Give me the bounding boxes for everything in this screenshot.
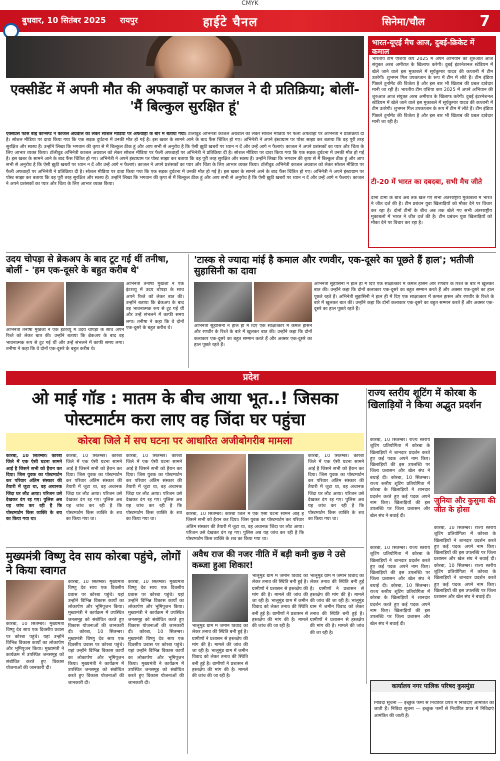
cm-story-photo	[6, 580, 64, 620]
top-story-lead: एक्सप्रेस फोर्स बाई कॉन्सेप्ट ने काजल अग्रवाल को लेकर सोशल मीडिया पर अफवाहों के बारे में बताया गया।	[6, 132, 187, 137]
shooting-story-paragraph-repeat: कोरबा, 10 सितम्बर। राज्य स्तरीय शूटिंग प्रतियोगिता में कोरबा के खिलाड़ियों ने शानदार प्रदर्शन करते हुए कई पदक अपने नाम किए। खिलाड़ियों की इस उपलब्धि पर जिला प्रशासन और खेल संघ ने बधाई दी।	[370, 475, 430, 519]
main-story-photo-b	[248, 454, 304, 510]
tender-notice-box	[370, 680, 496, 754]
top-story-photo	[6, 36, 364, 84]
masthead	[0, 10, 500, 32]
cm-story-col3-text-repeat: कोरबा, 10 सितम्बर। मुख्यमंत्री विष्णु देव साय एक दिवसीय प्रवास पर कोरबा पहुंचे। यहां उन्होंने विभिन्न विकास कार्यों का लोकार्पण और भूमिपूजन किया। मुख्यमंत्री ने कार्यक्रम में उपस्थित जनसमूह को संबोधित करते हुए विकास योजनाओं की जानकारी दी।	[128, 630, 184, 686]
sports-headline: भारत-यूएई मैच आज, दुबई-क्रिकेट में कमाल	[369, 37, 495, 55]
crime-story-col2	[252, 574, 308, 754]
sports-sub-paragraph: दोनों टीमों के बीच अब तक खेले गए सभी अंतरराष्ट्रीय मुकाबलों में भारत ने जीत दर्ज की है। टीम प्रबंधन युवा खिलाड़ियों को मौका देने पर विचार कर रहा है।	[371, 196, 492, 214]
crime-story-col3-text: भालूमुंड ग्राम में जमीन विवाद को लेकर तनाव की स्थिति बनी हुई है। ग्रामीणों ने प्रशासन से हस्तक्षेप की मांग की है। मामले की जांच की जा रही है।	[310, 574, 364, 605]
story1-side-paragraph: अभिनेत्री तनीषा मुखर्जी ने एक इंटरव्यू में उदय चोपड़ा के साथ अपने रिश्ते को लेकर बात की। उन्होंने बताया कि ब्रेकअप के बाद वह भावनात्मक रूप से टूट गई थीं और उन्हें संभलने में काफी समय लगा। तनीषा ने कहा कि वे दोनों एक-दूसरे के बहुत करीब थे।	[126, 282, 184, 332]
tender-notice-text: निविदा सूचना — इच्छुक फर्मों से निर्धारित प्रपत्र में निविदाएं आमंत्रित की जाती हैं।	[374, 701, 494, 713]
photo-portrait	[154, 36, 234, 84]
sports-subheadline: टी-20 में भारत का दबदबा, सभी मैच जीते	[371, 178, 483, 186]
cm-story-col3	[128, 580, 184, 754]
shooting-story-paragraph-3: कोरबा, 10 सितम्बर। राज्य स्तरीय शूटिंग प्रतियोगिता में कोरबा के खिलाड़ियों ने शानदार प्रदर्शन करते हुए कई पदक अपने नाम किए। खिलाड़ियों की इस उपलब्धि पर जिला प्रशासन और खेल संघ ने बधाई दी।	[370, 583, 430, 627]
issue-date: बुधवार, 10 सितंबर 2025	[22, 16, 106, 25]
band-divider	[6, 252, 496, 253]
story2-body-lower	[194, 324, 312, 370]
main-story-col2	[66, 454, 122, 544]
sports-sub-paragraph-repeat: दोनों टीमों के बीच अब तक खेले गए सभी अंतरराष्ट्रीय मुकाबलों में भारत ने जीत दर्ज की है। टीम प्रबंधन युवा खिलाड़ियों को मौका देने पर विचार कर रहा है।	[371, 208, 492, 227]
main-story-col1	[6, 454, 62, 544]
crime-story-col1-text-repeat: भालूमुंड ग्राम में जमीन विवाद को लेकर तनाव की स्थिति बनी हुई है। ग्रामीणों ने प्रशासन से हस्तक्षेप की मांग की है। मामले की जांच की जा रही है।	[192, 649, 248, 680]
section-name: सिनेमा/चौल	[382, 17, 425, 28]
shooting-story-headline: राज्य स्तरीय शूटिंग में कोरबा के खिलाड़ियों ने किया अद्भुत प्रदर्शन	[368, 388, 482, 411]
column-divider	[188, 254, 189, 368]
tender-notice-title: कार्यालय नगर पालिक परिषद कुसमुंडा	[371, 681, 495, 692]
sports-body	[372, 57, 493, 175]
tender-notice-text-repeat: निविदा सूचना — इच्छुक फर्मों से निर्धारित प्रपत्र में निविदाएं आमंत्रित की जाती हैं।	[374, 707, 494, 719]
story2-headline: 'टास्क से ज्यादा मांई है कमाल और रणवीर, एक-दूसरे का पूछते हैं हाल'; भतीजी सुहासिनी का दावा	[194, 255, 474, 277]
crime-story-col3-text-repeat: भालूमुंड ग्राम में जमीन विवाद को लेकर तनाव की स्थिति बनी हुई है। ग्रामीणों ने प्रशासन से हस्तक्षेप की मांग की है। मामले की जांच की जा रही है।	[310, 599, 364, 636]
cm-story-headline: मुख्यमंत्री विष्णु देव साय कोरबा पहुंचे, लोगों ने किया स्वागत	[6, 550, 181, 577]
story1-body	[6, 328, 124, 370]
main-story-col5	[308, 454, 364, 544]
story1-photo-b	[66, 282, 124, 326]
crime-story-col1-text: भालूमुंड ग्राम में जमीन विवाद को लेकर तनाव की स्थिति बनी हुई है। ग्रामीणों ने प्रशासन से हस्तक्षेप की मांग की है। मामले की जांच की जा रही है।	[192, 624, 248, 655]
side-story-paragraph-repeat: कोरबा, 10 सितम्बर। राज्य स्तरीय शूटिंग प्रतियोगिता में कोरबा के खिलाड़ियों ने शानदार प्रदर्शन करते हुए कई पदक अपने नाम किए। खिलाड़ियों की इस उपलब्धि पर जिला प्रशासन और खेल संघ ने बधाई दी।	[434, 563, 496, 601]
sports-paragraph: भारतीय टीम एशिया कप 2025 में अपने अभियान की शुरुआत आज संयुक्त अरब अमीरात के खिलाफ करेगी। दुबई इंटरनेशनल स्टेडियम में खेले जाने वाले इस मुकाबले में सूर्यकुमार यादव की कप्तानी में टीम उतरेगी। शुभमन गिल उपकप्तान के रूप में टीम में लौटे हैं। टीम इंडिया पिछले टूर्नामेंट की विजेता है और इस बार भी खिताब की प्रबल दावेदार मानी जा रही है।	[372, 57, 493, 94]
cm-story-col2	[68, 580, 124, 754]
shooting-story-paragraph-2: कोरबा, 10 सितम्बर। राज्य स्तरीय शूटिंग प्रतियोगिता में कोरबा के खिलाड़ियों ने शानदार प्रदर्शन करते हुए कई पदक अपने नाम किए। खिलाड़ियों की इस उपलब्धि पर जिला प्रशासन और खेल संघ ने बधाई दी।	[370, 546, 430, 589]
shooting-story-headline-box	[368, 388, 496, 436]
cm-story-col2-text: कोरबा, 10 सितम्बर। मुख्यमंत्री विष्णु देव साय एक दिवसीय प्रवास पर कोरबा पहुंचे। यहां उन्होंने विभिन्न विकास कार्यों का लोकार्पण और भूमिपूजन किया। मुख्यमंत्री ने कार्यक्रम में उपस्थित जनसमूह को संबोधित करते हुए विकास योजनाओं की जानकारी दी।	[68, 580, 124, 636]
main-story-col4-text: कोरबा, 10 सितम्बर। कोरबा जिले में एक ऐसी घटना सामने आई है जिसने सभी को हैरान कर दिया। जिस युवक का पोस्टमार्टम कर परिवार अंतिम संस्कार की तैयारी में जुटा था, वह अचानक जिंदा घर लौट आया। परिजन उसे देखकर दंग रह गए। पुलिस अब यह जांच कर रही है कि पोस्टमार्टम किस व्यक्ति के शव का किया गया था।	[186, 512, 304, 543]
crime-story-col1	[192, 624, 248, 754]
story1-photo-a	[6, 282, 64, 326]
edition-city: रायपुर	[120, 16, 138, 25]
cm-story-col1	[6, 622, 64, 754]
crime-story-photo	[192, 574, 248, 622]
main-story-col3-text: कोरबा, 10 सितम्बर। कोरबा जिले में एक ऐसी घटना सामने आई है जिसने सभी को हैरान कर दिया। जिस युवक का पोस्टमार्टम कर परिवार अंतिम संस्कार की तैयारी में जुटा था, वह अचानक जिंदा घर लौट आया। परिजन उसे देखकर दंग रह गए। पुलिस अब यह जांच कर रही है कि पोस्टमार्टम किस व्यक्ति के शव का किया गया था।	[126, 454, 182, 522]
shooting-story-paragraph: कोरबा, 10 सितम्बर। राज्य स्तरीय शूटिंग प्रतियोगिता में कोरबा के खिलाड़ियों ने शानदार प्रदर्शन करते हुए कई पदक अपने नाम किए। खिलाड़ियों की इस उपलब्धि पर जिला प्रशासन और खेल संघ ने बधाई दी।	[370, 438, 430, 481]
main-story-col5-text: कोरबा, 10 सितम्बर। कोरबा जिले में एक ऐसी घटना सामने आई है जिसने सभी को हैरान कर दिया। जिस युवक का पोस्टमार्टम कर परिवार अंतिम संस्कार की तैयारी में जुटा था, वह अचानक जिंदा घर लौट आया। परिजन उसे देखकर दंग रह गए। पुलिस अब यह जांच कर रही है कि पोस्टमार्टम किस व्यक्ति के शव का किया गया था।	[308, 454, 364, 522]
tender-notice-body	[374, 701, 494, 751]
crime-story-headline: अवैध राज की नजर नीति में बड़ी कमी कुछ ने उसे कब्जा हुआ शिकार!	[192, 550, 346, 571]
story2-photo-a	[194, 282, 252, 322]
story1-side-text	[126, 282, 184, 370]
top-story-paragraph-repeat: टॉलीवुड अभिनेत्री काजल अग्रवाल को लेकर सोशल मीडिया पर फैली अफवाहों पर अभिनेत्री ने प्रतिक्रिया दी है। सोशल मीडिया पर दावा किया गया कि एक सड़क दुर्घटना में उनकी मौत हो गई है। इस खबर के सामने आने के बाद फैंस चिंतित हो गए। अभिनेत्री ने अपने इंस्टाग्राम पर पोस्ट साझा कर बताया कि वह पूरी तरह सुरक्षित और स्वस्थ हैं। उन्होंने लिखा कि भगवान की कृपा से मैं बिल्कुल ठीक हूं और आप सभी से अनुरोध है कि ऐसी झूठी खबरों पर ध्यान न दें और उन्हें आगे न फैलाएं। काजल ने अपने प्रशंसकों का प्यार और चिंता के लिए आभार व्यक्त किया।	[6, 150, 364, 169]
main-story-col2-text: कोरबा, 10 सितम्बर। कोरबा जिले में एक ऐसी घटना सामने आई है जिसने सभी को हैरान कर दिया। जिस युवक का पोस्टमार्टम कर परिवार अंतिम संस्कार की तैयारी में जुटा था, वह अचानक जिंदा घर लौट आया। परिजन उसे देखकर दंग रह गए। पुलिस अब यह जांच कर रही है कि पोस्टमार्टम किस व्यक्ति के शव का किया गया था।	[66, 454, 122, 522]
story2-photo-b	[254, 282, 312, 322]
print-registration-label: CMYK	[241, 0, 259, 7]
cm-story-col1-text: कोरबा, 10 सितम्बर। मुख्यमंत्री विष्णु देव साय एक दिवसीय प्रवास पर कोरबा पहुंचे। यहां उन्होंने विभिन्न विकास कार्यों का लोकार्पण और भूमिपूजन किया। मुख्यमंत्री ने कार्यक्रम में उपस्थित जनसमूह को संबोधित करते हुए विकास योजनाओं की जानकारी दी।	[6, 622, 64, 672]
top-story-headline: एक्सीडेंट में अपनी मौत की अफवाहों पर काजल ने दी प्रतिक्रिया; बोलीं- 'मैं बिल्कुल सुरक्षित हूं'	[10, 82, 360, 115]
top-story-paragraph: टॉलीवुड अभिनेत्री काजल अग्रवाल को लेकर सोशल मीडिया पर फैली अफवाहों पर अभिनेत्री ने प्रतिक्रिया दी है। सोशल मीडिया पर दावा किया गया कि एक सड़क दुर्घटना में उनकी मौत हो गई है। इस खबर के सामने आने के बाद फैंस चिंतित हो गए। अभिनेत्री ने अपने इंस्टाग्राम पर पोस्ट साझा कर बताया कि वह पूरी तरह सुरक्षित और स्वस्थ हैं। उन्होंने लिखा कि भगवान की कृपा से मैं बिल्कुल ठीक हूं और आप सभी से अनुरोध है कि ऐसी झूठी खबरों पर ध्यान न दें और उन्हें आगे न फैलाएं। काजल ने अपने प्रशंसकों का प्यार और चिंता के लिए आभार व्यक्त किया।	[6, 132, 364, 156]
main-story-subheadline: कोरबा जिले में सच घटना पर आधारित अजीबोगरीब मामला	[6, 433, 364, 451]
cm-story-col3-text: कोरबा, 10 सितम्बर। मुख्यमंत्री विष्णु देव साय एक दिवसीय प्रवास पर कोरबा पहुंचे। यहां उन्होंने विभिन्न विकास कार्यों का लोकार्पण और भूमिपूजन किया। मुख्यमंत्री ने कार्यक्रम में उपस्थित जनसमूह को संबोधित करते हुए विकास योजनाओं की जानकारी दी।	[128, 580, 184, 636]
crime-story-col3	[310, 574, 364, 754]
right-column-divider	[366, 388, 367, 684]
sports-substory	[368, 176, 496, 250]
main-story-col1-text: कोरबा, 10 सितम्बर। कोरबा जिले में एक ऐसी घटना सामने आई है जिसने सभी को हैरान कर दिया। जिस युवक का पोस्टमार्टम कर परिवार अंतिम संस्कार की तैयारी में जुटा था, वह अचानक जिंदा घर लौट आया। परिजन उसे देखकर दंग रह गए। पुलिस अब यह जांच कर रही है कि पोस्टमार्टम किस व्यक्ति के शव का किया गया था।	[6, 454, 62, 522]
cm-story-col2-text-repeat: कोरबा, 10 सितम्बर। मुख्यमंत्री विष्णु देव साय एक दिवसीय प्रवास पर कोरबा पहुंचे। यहां उन्होंने विभिन्न विकास कार्यों का लोकार्पण और भूमिपूजन किया। मुख्यमंत्री ने कार्यक्रम में उपस्थित जनसमूह को संबोधित करते हुए विकास योजनाओं की जानकारी दी।	[68, 630, 124, 686]
shooting-story-body-2	[370, 546, 430, 676]
crime-story-col2-text: भालूमुंड ग्राम में जमीन विवाद को लेकर तनाव की स्थिति बनी हुई है। ग्रामीणों ने प्रशासन से हस्तक्षेप की मांग की है। मामले की जांच की जा रही है।	[252, 574, 308, 605]
main-story-col4	[186, 512, 304, 544]
entertainment-band	[6, 252, 496, 370]
shooting-story-body	[370, 438, 430, 544]
story2-paragraph: अभिनेत्री सुहासिनी ने हाल ही में दिए एक साक्षात्कार में कमल हासन और रणवीर के रिश्ते के बारे में खुलकर बात की। उन्होंने कहा कि दोनों कलाकार एक-दूसरे का बहुत सम्मान करते हैं और अक्सर एक-दूसरे का हाल पूछते रहते हैं।	[314, 282, 494, 300]
page-number: 7	[479, 12, 490, 30]
side-story-headline: जुनिया और कुसुमा की जीत के होसा	[434, 496, 496, 514]
top-story-paragraph-repeat-2: टॉलीवुड अभिनेत्री काजल अग्रवाल को लेकर सोशल मीडिया पर फैली अफवाहों पर अभिनेत्री ने प्रतिक्रिया दी है। सोशल मीडिया पर दावा किया गया कि एक सड़क दुर्घटना में उनकी मौत हो गई है। इस खबर के सामने आने के बाद फैंस चिंतित हो गए। अभिनेत्री ने अपने इंस्टाग्राम पर पोस्ट साझा कर बताया कि वह पूरी तरह सुरक्षित और स्वस्थ हैं। उन्होंने लिखा कि भगवान की कृपा से मैं बिल्कुल ठीक हूं और आप सभी से अनुरोध है कि ऐसी झूठी खबरों पर ध्यान न दें और उन्हें आगे न फैलाएं। काजल ने अपने प्रशंसकों का प्यार और चिंता के लिए आभार व्यक्त किया।	[6, 163, 364, 188]
sports-sub-body	[371, 196, 492, 248]
top-story-text	[6, 132, 364, 250]
main-story-photo-a	[186, 454, 246, 510]
story2-lower-paragraph: अभिनेत्री सुहासिनी ने हाल ही में दिए एक साक्षात्कार में कमल हासन और रणवीर के रिश्ते के बारे में खुलकर बात की। उन्होंने कहा कि दोनों कलाकार एक-दूसरे का बहुत सम्मान करते हैं और अक्सर एक-दूसरे का हाल पूछते रहते हैं।	[194, 324, 312, 348]
story2-paragraph-repeat: अभिनेत्री सुहासिनी ने हाल ही में दिए एक साक्षात्कार में कमल हासन और रणवीर के रिश्ते के बारे में खुलकर बात की। उन्होंने कहा कि दोनों कलाकार एक-दूसरे का बहुत सम्मान करते हैं और अक्सर एक-दूसरे का हाल पूछते रहते हैं।	[314, 294, 494, 313]
sports-paragraph-repeat: भारतीय टीम एशिया कप 2025 में अपने अभियान की शुरुआत आज संयुक्त अरब अमीरात के खिलाफ करेगी। दुबई इंटरनेशनल स्टेडियम में खेले जाने वाले इस मुकाबले में सूर्यकुमार यादव की कप्तानी में टीम उतरेगी। शुभमन गिल उपकप्तान के रूप में टीम में लौटे हैं। टीम इंडिया पिछले टूर्नामेंट की विजेता है और इस बार भी खिताब की प्रबल दावेदार मानी जा रही है।	[372, 88, 493, 125]
main-story-headline: ओ माई गॉड : मातम के बीच आया भूत..! जिसका पोस्टमार्टम करा लाए वह जिंदा घर पहुंचा	[31, 389, 339, 429]
brand-title: हाईटे चैनल	[203, 15, 259, 29]
shooting-story-photo	[434, 438, 496, 494]
story2-body	[314, 282, 494, 370]
crime-story-col2-text-repeat: भालूमुंड ग्राम में जमीन विवाद को लेकर तनाव की स्थिति बनी हुई है। ग्रामीणों ने प्रशासन से हस्तक्षेप की मांग की है। मामले की जांच की जा रही है।	[252, 599, 308, 630]
top-story-headline-box	[6, 78, 364, 132]
side-story-body	[434, 526, 496, 676]
section-strip: प्रदेश	[6, 371, 496, 385]
cm-story-divider	[6, 547, 364, 548]
story1-paragraph: अभिनेत्री तनीषा मुखर्जी ने एक इंटरव्यू में उदय चोपड़ा के साथ अपने रिश्ते को लेकर बात की। उन्होंने बताया कि ब्रेकअप के बाद वह भावनात्मक रूप से टूट गई थीं और उन्हें संभलने में काफी समय लगा। तनीषा ने कहा कि वे दोनों एक-दूसरे के बहुत करीब थे।	[6, 328, 124, 352]
story1-headline: उदय चोपड़ा से ब्रेकअप के बाद टूट गई थीं तनीषा, बोलीं - 'हम एक-दूसरे के बहुत करीब थे'	[6, 255, 169, 276]
side-story-paragraph: कोरबा, 10 सितम्बर। राज्य स्तरीय शूटिंग प्रतियोगिता में कोरबा के खिलाड़ियों ने शानदार प्रदर्शन करते हुए कई पदक अपने नाम किए। खिलाड़ियों की इस उपलब्धि पर जिला प्रशासन और खेल संघ ने बधाई दी।	[434, 526, 496, 563]
main-story-col3	[126, 454, 182, 544]
top-story-body	[6, 132, 364, 250]
cm-crime-divider	[187, 550, 188, 754]
